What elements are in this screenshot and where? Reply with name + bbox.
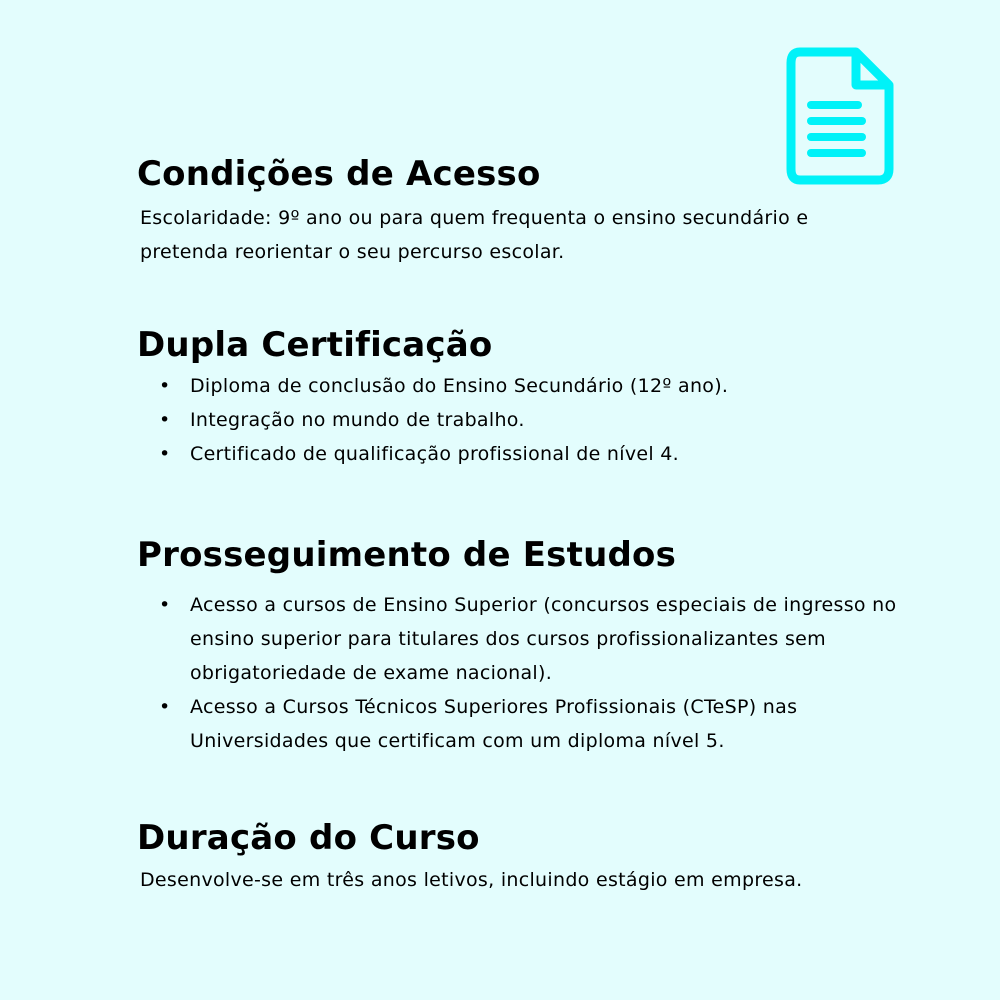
list-item [137,588,917,690]
section-dupla-certificacao [137,325,917,471]
section-prosseguimento-estudos [137,535,917,758]
section-condicoes-acesso [137,154,917,269]
bullet-icon: • [159,696,171,718]
bullet-icon: • [159,409,171,431]
section-heading: Prosseguimento de Estudos [137,535,677,575]
bullet-list [137,588,917,758]
section-paragraph [137,863,917,897]
list-item-text: Acesso a cursos de Ensino Superior (concursos especiais de ingresso no ensino superior para titulares dos cursos profissionalizantes sem obrigatoriedade de exame nacional). [190,594,897,684]
section-heading: Dupla Certificação [137,325,493,365]
bullet-icon: • [159,375,171,397]
section-paragraph [137,201,917,269]
paragraph-line: Escolaridade: 9º ano ou para quem frequenta o ensino secundário e [140,207,809,229]
section-duracao-curso [137,818,917,897]
list-item-text: Diploma de conclusão do Ensino Secundário (12º ano). [190,375,729,397]
list-item-text: Certificado de qualificação profissional de nível 4. [190,443,680,465]
bullet-icon: • [159,594,171,616]
section-heading: Duração do Curso [137,818,480,858]
section-heading: Condições de Acesso [137,154,541,194]
list-item [137,369,917,403]
list-item [137,690,917,758]
list-item-text: Acesso a Cursos Técnicos Superiores Profissionais (CTeSP) nas Universidades que certificam com um diploma nível 5. [190,696,798,752]
paragraph-line: Desenvolve-se em três anos letivos, incluindo estágio em empresa. [140,869,803,891]
list-item [137,403,917,437]
list-item-text: Integração no mundo de trabalho. [190,409,525,431]
list-item [137,437,917,471]
paragraph-line: pretenda reorientar o seu percurso escolar. [140,241,565,263]
bullet-icon: • [159,443,171,465]
bullet-list [137,369,917,471]
